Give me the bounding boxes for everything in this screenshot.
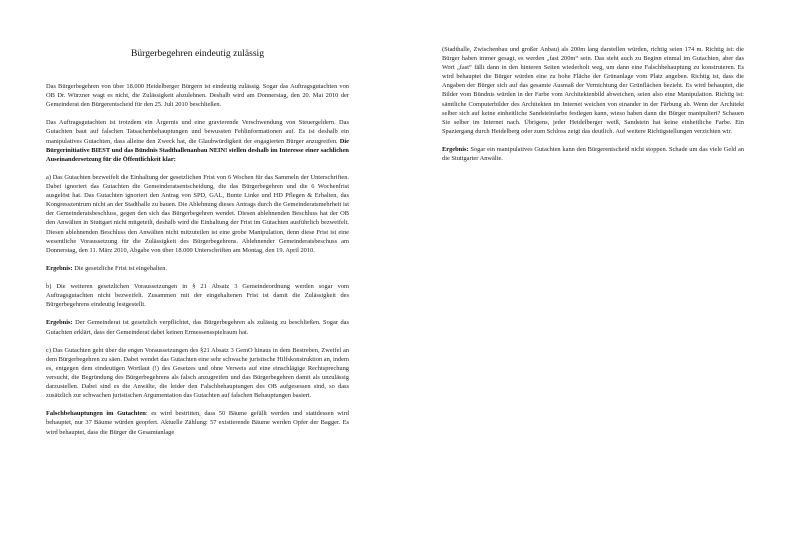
point-a-paragraph: a) Das Gutachten bezweifelt die Einhaltung der gesetzlichen Frist von 6 Wochen für das Sammeln der Unterschriften. Dabei ignoriert das Gutachten die Gemeinderatsentscheidung, die das Bürgerbegehren und die 6 Wochenfrist ausgelöst hat. Das Gutachten ignoriert den Antrag von SPD, GAL, Bunte Linke und HD Pflegen & Erhalten, das Kongresszentrum nicht an der Stadthalle zu bauen. Die Ablehnung dieses Antrags durch die Gemeinderatsmehrheit ist der Gemeinderatsbeschluss, gegen den sich das Bürgerbegehren wendet. Diesen ablehnenden Beschluss hat der OB den Anwälten in Stuttgart nicht mitgeteilt, deshalb wird die Einhaltung der Frist im Gutachten ausführlich bezweifelt. Diesen ablehnenden Beschluss den Anwälten nicht mitzuteilen ist eine grobe Manipulation, denn diese Frist ist eine wesentliche Voraussetzung für die Zulässigkeit des Bürgerbegehrens. Ablehnender Gemeinderatsbeschuss am Donnerstag, den 11. März 2010, Abgabe von über 18.000 Unterschriften am Montag, den 19. April 2010.	[46, 173, 349, 254]
right-page	[396, 0, 792, 560]
result-b-label: Ergebnis:	[46, 319, 73, 327]
right-column	[442, 45, 744, 172]
continuation-paragraph: (Stadthalle, Zwischenbau und großer Anbau) als 200m lang darstellen würden, richtig seien 174 m. Richtig ist: die Bürger haben immer gesagt, es werden „fast 200m“ sein. Das steht auch zu Beginn einmal im Gutachten, aber das Wort „fast“ fällt dann in den hinteren Seiten wiederholt weg, um dann eine Falschbehauptung zu konstruieren. Es wird behauptet die Bürger würden eine zu hohe Fläche der Grünanlage vom Platz angeben. Richtig ist, dass die Angaben der Bürger sich auf das gesamte Ausmaß der Vernichtung der Grünflächen bezieht. Es wird behauptet, die Bilder vom Bündnis würden in der Farbe vom Architektenbild abweichen, seien also eine Manipulation. Richtig ist: sämtliche Computerbilder des Architekten im Internet weichen von einander in der Färbung ab. Wenn der Architekt selber sich auf keine einheitliche Sandsteinfarbe festlegen kann, wieso haben dann die Bürger manipuliert? Schauen Sie selber im Internet nach. Übrigens, jeder Heidelberger weiß, Sandstein hat keine einheitliche Farbe. Ein Spaziergang durch Heidelberg oder zum Schloss zeigt das deutlich. Auf weitere Richtigstellungen verzichten wir.	[442, 46, 744, 135]
result-a-paragraph	[46, 264, 349, 273]
gutachten-paragraph	[46, 118, 349, 163]
false-claims-text: : es wird bestritten, dass 50 Bäume gefällt werden und stattdessen wird behauptet, nur 37 Bäume würden geopfert. Aktuelle Zählung: 57 existierende Bäume werden Opfer der Bagger. Es wird behauptet, dass die Bürger die Gesamtanlage	[46, 410, 349, 436]
result-b-text: Der Gemeinderat ist gesetzlich verpflichtet, das Bürgerbegehren als zulässig zu beschließen. Sogar das Gutachten erklärt, dass der Gemeinderat dabei keinen Ermessensspielraum hat.	[46, 319, 349, 336]
point-b-paragraph: b) Die weiteren gesetzlichen Voraussetzungen in § 21 Absatz 3 Gemeindeordnung werden sogar vom Auftragsgutachten nicht bezweifelt. Zusammen mit der eingehaltenen Frist ist damit die Zulässigkeit des Bürgerbegehrens eindeutig festgestellt.	[46, 283, 349, 309]
final-result-text: Sogar ein manipulatives Gutachten kann den Bürgerentscheid nicht stoppen. Schade um das viele Geld an die Stuttgarter Anwälte.	[442, 146, 744, 163]
final-result-paragraph	[442, 145, 744, 163]
false-claims-label: Falschbehauptungen im Gutachten	[46, 410, 146, 418]
point-c-paragraph: c) Das Gutachten geht über die engen Voraussetzungen des §21 Absatz 3 GemO hinaus in dem Bestreben, Zweifel an dem Bürgerbegehren zu säen. Dabei wendet das Gutachten eine sehr schwache juristische Hilfskonstruktion an, indem es, entgegen dem eindeutigen Wortlaut (!) des Gesetzes und ohne Verweis auf eine einschlägige Rechtsprechung versucht, die Begründung des Bürgerbegehrens als falsch anzugreifen und das Bürgerbegehren damit als unzulässig darzustellen. Dabei sind es die Anwälte, die leider den Falschbehauptungen des OB aufgesessen sind, so dass zusätzlich zur schwachen juristischen Argumentation das Gutachten auf falschen Behauptungen basiert.	[46, 346, 349, 400]
result-a-text: Die gesetzliche Frist ist eingehalten.	[72, 264, 168, 272]
final-result-label: Ergebnis:	[442, 146, 469, 154]
result-b-paragraph	[46, 318, 349, 336]
gutachten-text: Das Auftragsgutachten ist trotzdem ein Ärgernis und eine gravierende Verschwendung von Steuergeldern. Das Gutachten baut auf falschen Tatsachenbehauptungen und bewussten Fehlinformationen auf. Es ist deshalb ein manipulatives Gutachten, dass alleine den Zweck hat, die Glaubwürdigkeit der engagierten Bürger anzugreifen.	[46, 119, 349, 145]
left-column	[46, 82, 349, 446]
page-title: Bürgerbegehren eindeutig zulässig	[130, 48, 265, 59]
bi-statement: Die Bürgerinitiative BIEST und das Bündnis Stadthallenanbau NEIN! stellen deshalb im Interesse einer sachlichen Auseinandersetzung für die Öffentlichkeit klar:	[46, 137, 349, 163]
result-a-label: Ergebnis:	[46, 264, 73, 272]
false-claims-paragraph	[46, 409, 349, 436]
intro-paragraph: Das Bürgerbegehren von über 18.000 Heidelberger Bürgern ist eindeutig zulässig. Sogar das Auftragsgutachten von OB Dr. Würzner wagt es nicht, die Zulässigkeit abzulehnen. Deshalb wird am Donnerstag, den 20. Mai 2010 der Gemeinderat den Bürgerentscheid für den 25. Juli 2010 beschließen.	[46, 83, 349, 109]
